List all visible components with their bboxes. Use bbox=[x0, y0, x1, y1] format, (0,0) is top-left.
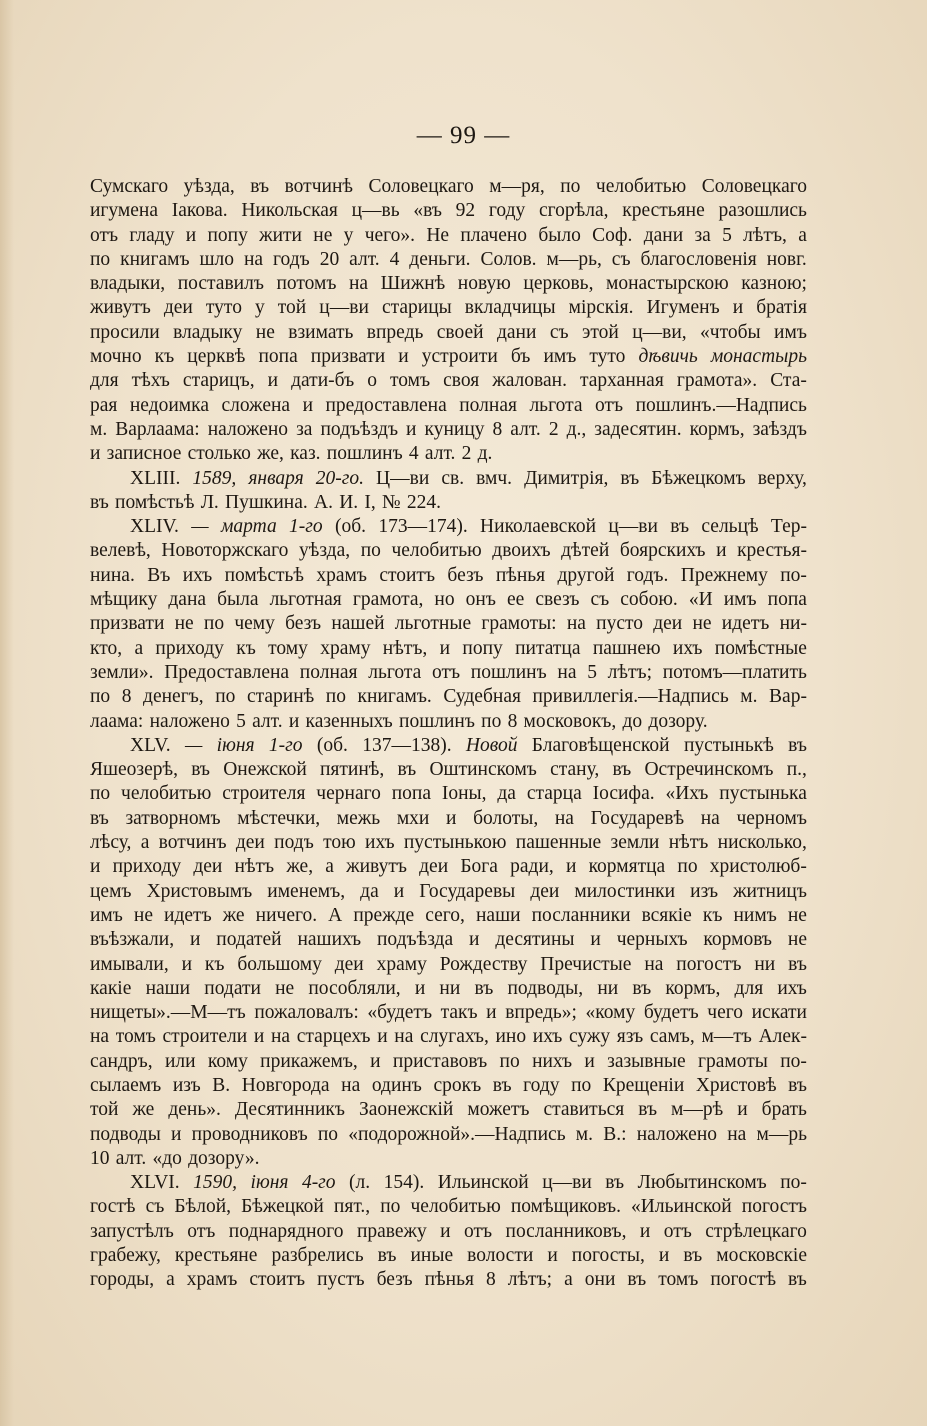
text-line: нина. Въ ихъ помѣстьѣ храмъ стоитъ безъ пѣнья другой годъ. Прежнему по- bbox=[90, 564, 807, 586]
text-line: гостѣ съ Бѣлой, Бѣжецкой пят., по челобитью помѣщиковъ. «Ильинской погостъ bbox=[90, 1196, 807, 1218]
text-line: и записное столько же, каз. пошлинъ 4 алт. 2 д. bbox=[90, 443, 493, 465]
text-line: и приходу деи нѣтъ же, а живутъ деи Бога ради, и кормятца по христолюб- bbox=[90, 856, 807, 878]
text-line: въ затворномъ мѣстечки, межь мхи и болоты, на Государевѣ на черномъ bbox=[90, 807, 807, 829]
text-line: подводы и проводниковъ по «подорожной».—Надпись м. В.: наложено на м—рь bbox=[90, 1123, 807, 1145]
text-line: сылаемъ изъ В. Новгорода на одинъ срокъ въ году по Крещеніи Христовѣ въ bbox=[90, 1074, 807, 1096]
text-line: мочно къ церквѣ попа призвати и устроити бъ имъ туто дѣвичь монастырь bbox=[90, 346, 807, 368]
text-line: отъ гладу и попу жити не у чего». Не плачено было Соф. дани за 5 лѣтъ, а bbox=[90, 224, 807, 246]
text-line: м. Варлаама: наложено за подъѣздъ и куницу 8 алт. 2 д., задесятин. кормъ, заѣздъ bbox=[90, 418, 807, 440]
text-line: по челобитью строителя чернаго попа Іоны, да старца Іосифа. «Ихъ пустынька bbox=[90, 783, 807, 805]
text-line: для тѣхъ старицъ, и дати-бъ о томъ своя жалован. тарханная грамота». Ста- bbox=[90, 370, 807, 392]
text-line: нищеты».—М—тъ пожаловалъ: «будетъ такъ и впредь»; «кому будетъ чего искати bbox=[90, 1002, 807, 1024]
text-line: кто, а приходу къ тому храму нѣтъ, и попу питатца пашнею ихъ помѣстные bbox=[90, 637, 807, 659]
body-text bbox=[90, 175, 807, 1293]
text-line: игумена Іакова. Никольская ц—вь «въ 92 году сгорѣла, крестьяне разошлись bbox=[90, 200, 807, 222]
text-line: по 8 денегъ, по старинѣ по книгамъ. Судебная привиллегія.—Надпись м. Вар- bbox=[90, 686, 807, 708]
text-line: городы, а храмъ стоитъ пустъ безъ пѣнья 8 лѣтъ; а они въ томъ погостѣ въ bbox=[90, 1269, 807, 1291]
text-line: Яшеозерѣ, въ Онежской пятинѣ, въ Оштинскомъ стану, въ Остречинскомъ п., bbox=[90, 759, 807, 781]
text-line: въ помѣстьѣ Л. Пушкина. А. И. I, № 224. bbox=[90, 491, 441, 513]
text-line: 10 алт. «до дозору». bbox=[90, 1147, 260, 1169]
text-line: лѣсу, а вотчинъ деи подъ тою ихъ пустынькою пашенные земли нѣтъ нисколько, bbox=[90, 832, 807, 854]
text-line: грабежу, крестьяне разбрелись въ иные волости и погосты, и въ московскіе bbox=[90, 1245, 807, 1267]
text-line: по книгамъ шло на годъ 20 алт. 4 деньги. Солов. м—рь, съ благословенія новг. bbox=[90, 248, 807, 270]
text-line: на томъ строители и на старцехъ и на слугахъ, ино ихъ сужу язъ самъ, м—тъ Алек- bbox=[90, 1026, 807, 1048]
page-number: — 99 — bbox=[416, 122, 511, 149]
text-line: имывали, и къ большому деи храму Рождеству Пречистые на погостъ ни въ bbox=[90, 953, 807, 975]
text-line: Сумскаго уѣзда, въ вотчинѣ Соловецкаго м—ря, по челобитью Соловецкаго bbox=[90, 176, 807, 197]
page-binding-shadow bbox=[0, 0, 14, 1426]
text-line: XLV. — іюня 1-го (об. 137—138). Новой Благовѣщенской пустынькѣ въ bbox=[130, 734, 807, 756]
text-line: владыки, поставилъ потомъ на Шижнѣ новую церковь, монастырскою казною; bbox=[90, 273, 807, 295]
text-line: какіе наши подати не пособляли, и ни въ подводы, ни въ кормъ, для ихъ bbox=[90, 977, 807, 999]
text-line: XLVI. 1590, іюня 4-го (л. 154). Ильинской ц—ви въ Любытинскомъ по- bbox=[130, 1172, 807, 1194]
text-line: живутъ деи туто у той ц—ви старицы вкладчицы мірскія. Игуменъ и братія bbox=[90, 297, 807, 319]
text-line: XLIII. 1589, января 20-го. Ц—ви св. вмч. Димитрія, въ Бѣжецкомъ верху, bbox=[130, 467, 807, 489]
text-line: призвати не по чему безъ нашей льготные грамоты: на пусто деи не идетъ ни- bbox=[90, 613, 807, 635]
text-line: имъ не идетъ же ничего. А прежде сего, наши посланники всякіе къ нимъ не bbox=[90, 904, 807, 926]
text-line: запустѣлъ отъ поднарядного правежу и отъ посланниковъ, и отъ стрѣлецкаго bbox=[90, 1220, 807, 1242]
text-line: лаама: наложено 5 алт. и казенныхъ пошлинъ по 8 московокъ, до дозору. bbox=[90, 710, 708, 732]
text-line: той же день». Десятинникъ Заонежскій можетъ ставиться въ м—рѣ и брать bbox=[90, 1099, 807, 1121]
text-line: сандръ, или кому прикажемъ, и приставовъ по нихъ и зазывные грамоты по- bbox=[90, 1050, 807, 1072]
text-line: цемъ Христовымъ именемъ, да и Государевы деи милостинки изъ житницъ bbox=[90, 880, 807, 902]
text-line: просили владыку не взимать впредь своей дани съ этой ц—ви, «чтобы имъ bbox=[90, 321, 807, 343]
text-line: рая недоимка сложена и предоставлена полная льгота отъ пошлинъ.—Надпись bbox=[90, 394, 807, 416]
text-line: велевѣ, Новоторжскаго уѣзда, по челобитью двоихъ дѣтей боярскихъ и крестья- bbox=[90, 540, 807, 562]
text-line: мѣщику дана была льготная грамота, но онъ ее свезъ съ собою. «И имъ попа bbox=[90, 589, 807, 611]
text-line: XLIV. — марта 1-го (об. 173—174). Николаевской ц—ви въ сельцѣ Тер- bbox=[130, 516, 807, 538]
text-line: въѣзжали, и податей нашихъ подъѣзда и десятины и черныхъ кормовъ не bbox=[90, 929, 807, 951]
text-line: земли». Предоставлена полная льгота отъ пошлинъ на 5 лѣтъ; потомъ—платить bbox=[90, 661, 807, 683]
